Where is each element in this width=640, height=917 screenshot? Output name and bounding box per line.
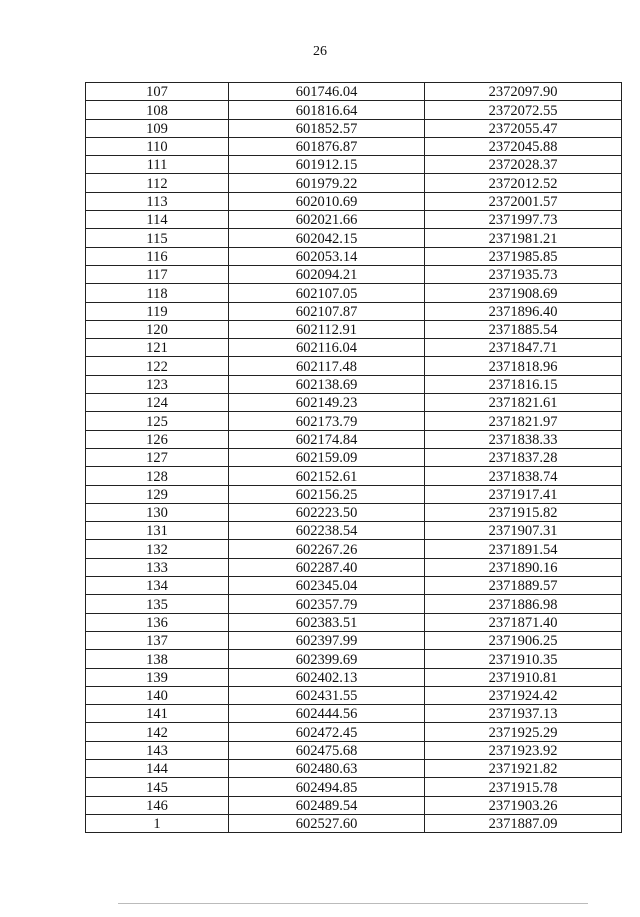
point-number-cell: 118 [86, 284, 229, 302]
table-row [86, 247, 622, 265]
y-coordinate-cell: 2371838.74 [425, 467, 622, 485]
y-coordinate-cell: 2371981.21 [425, 229, 622, 247]
point-number-cell: 124 [86, 394, 229, 412]
table-row [86, 448, 622, 466]
table-row [86, 119, 622, 137]
x-coordinate-cell: 602472.45 [229, 723, 425, 741]
y-coordinate-cell: 2371890.16 [425, 558, 622, 576]
y-coordinate-cell: 2371985.85 [425, 247, 622, 265]
x-coordinate-cell: 602287.40 [229, 558, 425, 576]
table-row [86, 613, 622, 631]
table-row [86, 540, 622, 558]
x-coordinate-cell: 602399.69 [229, 650, 425, 668]
table-row [86, 686, 622, 704]
y-coordinate-cell: 2371847.71 [425, 339, 622, 357]
y-coordinate-cell: 2371818.96 [425, 357, 622, 375]
table-row [86, 302, 622, 320]
point-number-cell: 135 [86, 595, 229, 613]
x-coordinate-cell: 602397.99 [229, 631, 425, 649]
y-coordinate-cell: 2371915.82 [425, 503, 622, 521]
y-coordinate-cell: 2372012.52 [425, 174, 622, 192]
table-row [86, 192, 622, 210]
x-coordinate-cell: 602267.26 [229, 540, 425, 558]
point-number-cell: 116 [86, 247, 229, 265]
point-number-cell: 109 [86, 119, 229, 137]
table-row [86, 229, 622, 247]
y-coordinate-cell: 2371891.54 [425, 540, 622, 558]
y-coordinate-cell: 2372045.88 [425, 137, 622, 155]
table-row [86, 503, 622, 521]
page-number: 26 [313, 44, 327, 59]
point-number-cell: 136 [86, 613, 229, 631]
point-number-cell: 1 [86, 814, 229, 832]
point-number-cell: 117 [86, 265, 229, 283]
table-row [86, 174, 622, 192]
point-number-cell: 122 [86, 357, 229, 375]
point-number-cell: 110 [86, 137, 229, 155]
x-coordinate-cell: 602112.91 [229, 320, 425, 338]
x-coordinate-cell: 602021.66 [229, 211, 425, 229]
x-coordinate-cell: 602149.23 [229, 394, 425, 412]
point-number-cell: 128 [86, 467, 229, 485]
point-number-cell: 113 [86, 192, 229, 210]
x-coordinate-cell: 602053.14 [229, 247, 425, 265]
y-coordinate-cell: 2371886.98 [425, 595, 622, 613]
x-coordinate-cell: 602107.87 [229, 302, 425, 320]
x-coordinate-cell: 601852.57 [229, 119, 425, 137]
point-number-cell: 121 [86, 339, 229, 357]
table-row [86, 485, 622, 503]
point-number-cell: 137 [86, 631, 229, 649]
x-coordinate-cell: 602494.85 [229, 778, 425, 796]
x-coordinate-cell: 602138.69 [229, 375, 425, 393]
point-number-cell: 107 [86, 83, 229, 101]
x-coordinate-cell: 602357.79 [229, 595, 425, 613]
y-coordinate-cell: 2372028.37 [425, 156, 622, 174]
x-coordinate-cell: 602173.79 [229, 412, 425, 430]
table-row [86, 668, 622, 686]
table-row [86, 595, 622, 613]
x-coordinate-cell: 601912.15 [229, 156, 425, 174]
point-number-cell: 139 [86, 668, 229, 686]
point-number-cell: 131 [86, 522, 229, 540]
x-coordinate-cell: 602475.68 [229, 741, 425, 759]
point-number-cell: 126 [86, 430, 229, 448]
y-coordinate-cell: 2371907.31 [425, 522, 622, 540]
point-number-cell: 119 [86, 302, 229, 320]
point-number-cell: 142 [86, 723, 229, 741]
table-row [86, 705, 622, 723]
table-row [86, 796, 622, 814]
point-number-cell: 134 [86, 577, 229, 595]
table-row [86, 650, 622, 668]
x-coordinate-cell: 602238.54 [229, 522, 425, 540]
x-coordinate-cell: 602223.50 [229, 503, 425, 521]
y-coordinate-cell: 2371910.35 [425, 650, 622, 668]
table-row [86, 320, 622, 338]
point-number-cell: 108 [86, 101, 229, 119]
y-coordinate-cell: 2371887.09 [425, 814, 622, 832]
x-coordinate-cell: 602107.05 [229, 284, 425, 302]
y-coordinate-cell: 2371924.42 [425, 686, 622, 704]
x-coordinate-cell: 602489.54 [229, 796, 425, 814]
point-number-cell: 133 [86, 558, 229, 576]
y-coordinate-cell: 2371821.97 [425, 412, 622, 430]
point-number-cell: 146 [86, 796, 229, 814]
table-row [86, 814, 622, 832]
table-row [86, 631, 622, 649]
y-coordinate-cell: 2372001.57 [425, 192, 622, 210]
y-coordinate-cell: 2372055.47 [425, 119, 622, 137]
table-row [86, 430, 622, 448]
point-number-cell: 145 [86, 778, 229, 796]
table-row [86, 137, 622, 155]
x-coordinate-cell: 602383.51 [229, 613, 425, 631]
table-row [86, 467, 622, 485]
y-coordinate-cell: 2371910.81 [425, 668, 622, 686]
table-row [86, 723, 622, 741]
y-coordinate-cell: 2372072.55 [425, 101, 622, 119]
point-number-cell: 112 [86, 174, 229, 192]
y-coordinate-cell: 2371821.61 [425, 394, 622, 412]
point-number-cell: 141 [86, 705, 229, 723]
y-coordinate-cell: 2371871.40 [425, 613, 622, 631]
x-coordinate-cell: 602042.15 [229, 229, 425, 247]
point-number-cell: 127 [86, 448, 229, 466]
x-coordinate-cell: 602152.61 [229, 467, 425, 485]
point-number-cell: 132 [86, 540, 229, 558]
x-coordinate-cell: 602094.21 [229, 265, 425, 283]
point-number-cell: 144 [86, 759, 229, 777]
y-coordinate-cell: 2371908.69 [425, 284, 622, 302]
y-coordinate-cell: 2371921.82 [425, 759, 622, 777]
y-coordinate-cell: 2371837.28 [425, 448, 622, 466]
y-coordinate-cell: 2372097.90 [425, 83, 622, 101]
x-coordinate-cell: 602402.13 [229, 668, 425, 686]
table-row [86, 156, 622, 174]
point-number-cell: 114 [86, 211, 229, 229]
x-coordinate-cell: 601876.87 [229, 137, 425, 155]
table-row [86, 394, 622, 412]
x-coordinate-cell: 602431.55 [229, 686, 425, 704]
x-coordinate-cell: 602345.04 [229, 577, 425, 595]
table-row [86, 558, 622, 576]
point-number-cell: 129 [86, 485, 229, 503]
table-row [86, 375, 622, 393]
y-coordinate-cell: 2371889.57 [425, 577, 622, 595]
x-coordinate-cell: 601746.04 [229, 83, 425, 101]
point-number-cell: 115 [86, 229, 229, 247]
table-row [86, 778, 622, 796]
y-coordinate-cell: 2371997.73 [425, 211, 622, 229]
table-row [86, 101, 622, 119]
table-row [86, 759, 622, 777]
point-number-cell: 130 [86, 503, 229, 521]
table-row [86, 412, 622, 430]
point-number-cell: 111 [86, 156, 229, 174]
table-row [86, 265, 622, 283]
point-number-cell: 143 [86, 741, 229, 759]
table-row [86, 83, 622, 101]
x-coordinate-cell: 601979.22 [229, 174, 425, 192]
x-coordinate-cell: 602159.09 [229, 448, 425, 466]
y-coordinate-cell: 2371885.54 [425, 320, 622, 338]
y-coordinate-cell: 2371838.33 [425, 430, 622, 448]
x-coordinate-cell: 601816.64 [229, 101, 425, 119]
coordinate-table [85, 82, 622, 833]
point-number-cell: 138 [86, 650, 229, 668]
bottom-edge-line [118, 903, 588, 904]
x-coordinate-cell: 602480.63 [229, 759, 425, 777]
y-coordinate-cell: 2371925.29 [425, 723, 622, 741]
y-coordinate-cell: 2371915.78 [425, 778, 622, 796]
point-number-cell: 125 [86, 412, 229, 430]
y-coordinate-cell: 2371816.15 [425, 375, 622, 393]
y-coordinate-cell: 2371903.26 [425, 796, 622, 814]
table-row [86, 211, 622, 229]
x-coordinate-cell: 602444.56 [229, 705, 425, 723]
x-coordinate-cell: 602174.84 [229, 430, 425, 448]
x-coordinate-cell: 602010.69 [229, 192, 425, 210]
x-coordinate-cell: 602527.60 [229, 814, 425, 832]
coordinate-table-body [86, 83, 622, 833]
x-coordinate-cell: 602156.25 [229, 485, 425, 503]
x-coordinate-cell: 602116.04 [229, 339, 425, 357]
point-number-cell: 120 [86, 320, 229, 338]
table-row [86, 339, 622, 357]
y-coordinate-cell: 2371923.92 [425, 741, 622, 759]
y-coordinate-cell: 2371906.25 [425, 631, 622, 649]
table-row [86, 284, 622, 302]
y-coordinate-cell: 2371935.73 [425, 265, 622, 283]
table-row [86, 522, 622, 540]
y-coordinate-cell: 2371917.41 [425, 485, 622, 503]
point-number-cell: 123 [86, 375, 229, 393]
table-row [86, 577, 622, 595]
table-row [86, 357, 622, 375]
table-row [86, 741, 622, 759]
y-coordinate-cell: 2371937.13 [425, 705, 622, 723]
x-coordinate-cell: 602117.48 [229, 357, 425, 375]
point-number-cell: 140 [86, 686, 229, 704]
y-coordinate-cell: 2371896.40 [425, 302, 622, 320]
